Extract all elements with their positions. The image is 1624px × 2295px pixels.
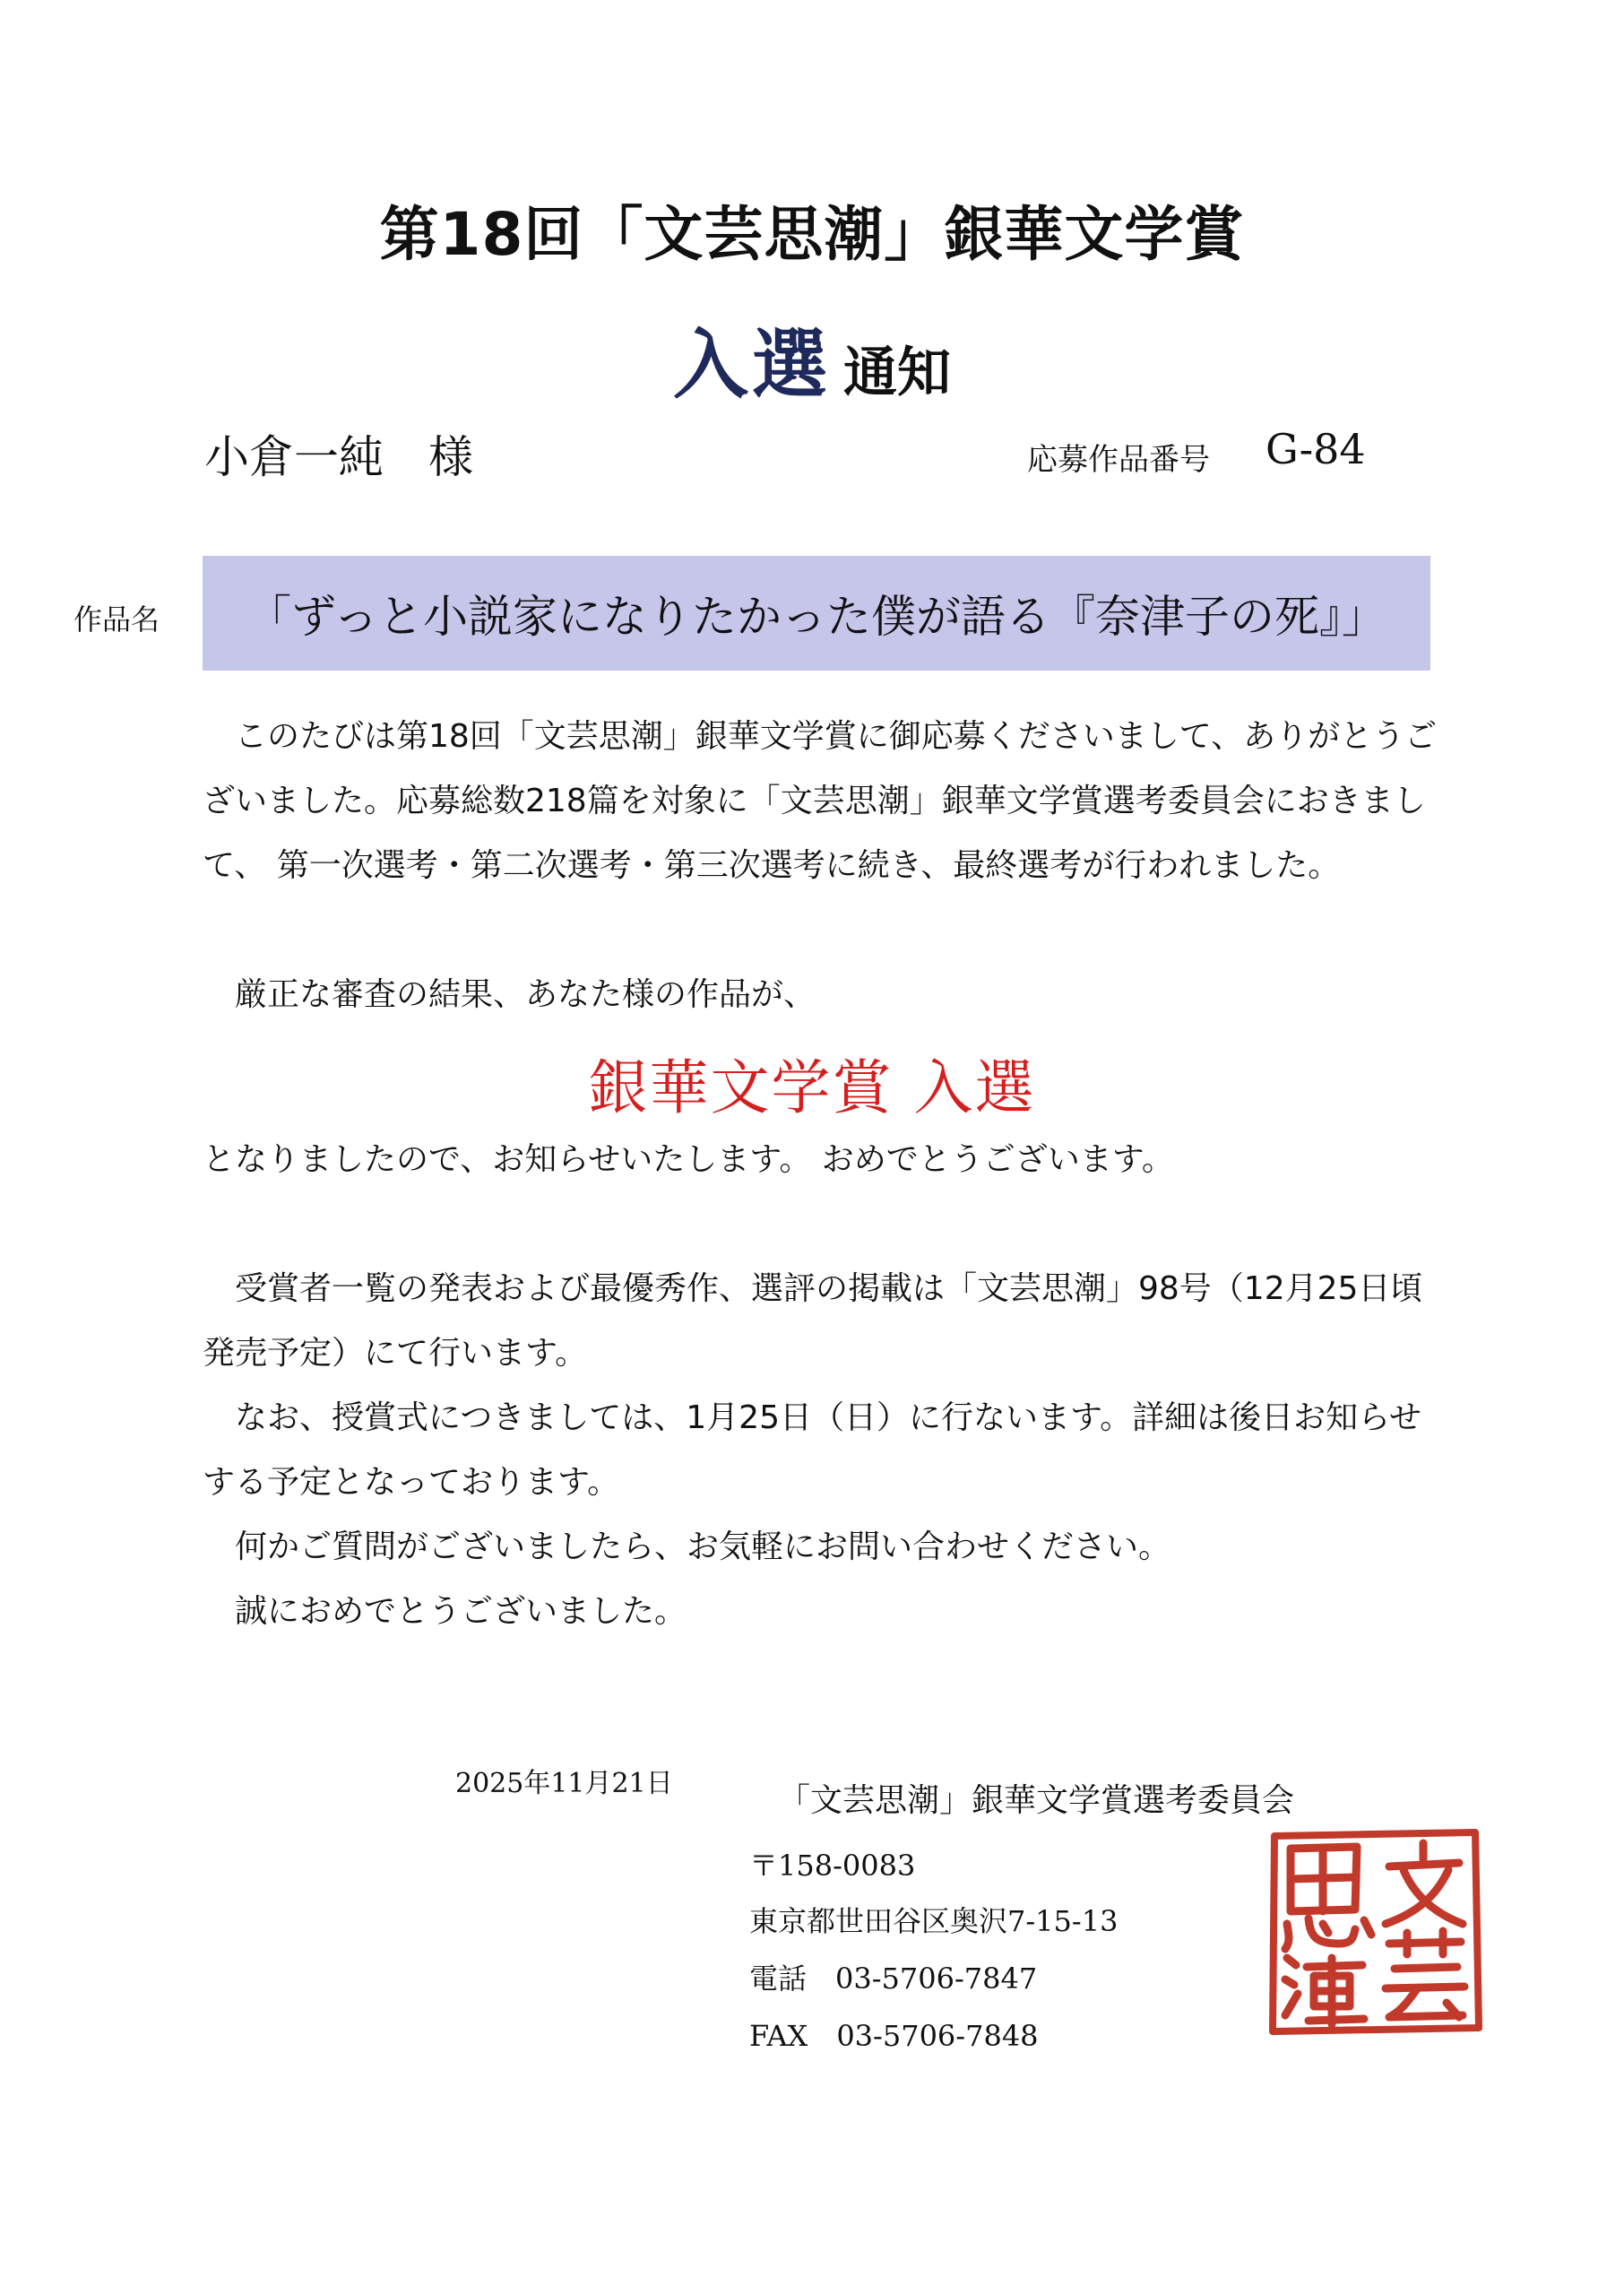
issue-date: 2025年11月21日 (455, 1768, 673, 1799)
postal-code: 〒158-0083 (749, 1849, 916, 1883)
body-paragraph: このたびは第18回「文芸思潮」銀華文学賞に御応募くださいまして、ありがとうございました。応募総数218篇を対象に「文芸思潮」銀華文学賞選考委員会におきまして、 第一次選考・第二次選考・第三次選考に続き、最終選考が行われました。 (203, 718, 1438, 884)
notice-title: 第18回「文芸思潮」銀華文学賞 (379, 200, 1245, 269)
notice-heading: 通知 (843, 342, 951, 404)
entry-number: G-84 (1266, 425, 1366, 473)
body-paragraph: 厳正な審査の結果、あなた様の作品が、 (235, 976, 816, 1013)
committee-name: 「文芸思潮」銀華文学賞選考委員会 (778, 1782, 1295, 1819)
recipient-name: 小倉一純 様 (204, 431, 473, 483)
committee-seal-stamp (1264, 1823, 1488, 2039)
body-paragraph: なお、授賞式につきましては、1月25日（日）に行ないます。詳細は後日お知らせする予定となっております。 (203, 1399, 1422, 1501)
body-paragraph: 何かご質問がございましたら、お気軽にお問い合わせください。 (235, 1529, 1171, 1565)
body-paragraph: 受賞者一覧の発表および最優秀作、選評の掲載は「文芸思潮」98号（12月25日頃発売予定）にて行います。 (203, 1270, 1423, 1372)
notice-subtitle (0, 305, 1624, 413)
entry-number-label: 応募作品番号 (1027, 442, 1210, 478)
phone-number: 電話 03-5706-7847 (749, 1962, 1038, 1996)
fax-number: FAX 03-5706-7848 (749, 2019, 1039, 2053)
closing-line: 誠におめでとうございました。 (235, 1593, 687, 1630)
address: 東京都世田谷区奥沢7-15-13 (749, 1904, 1119, 1938)
body-paragraph: となりましたので、お知らせいたします。 おめでとうございます。 (203, 1141, 1174, 1178)
selection-heading: 入選 (672, 321, 831, 409)
result-announcement: 銀華文学賞 入選 (588, 1053, 1036, 1122)
work-title-label: 作品名 (73, 602, 160, 637)
work-title: 「ずっと小説家になりたかった僕が語る『奈津子の死』」 (246, 591, 1386, 643)
